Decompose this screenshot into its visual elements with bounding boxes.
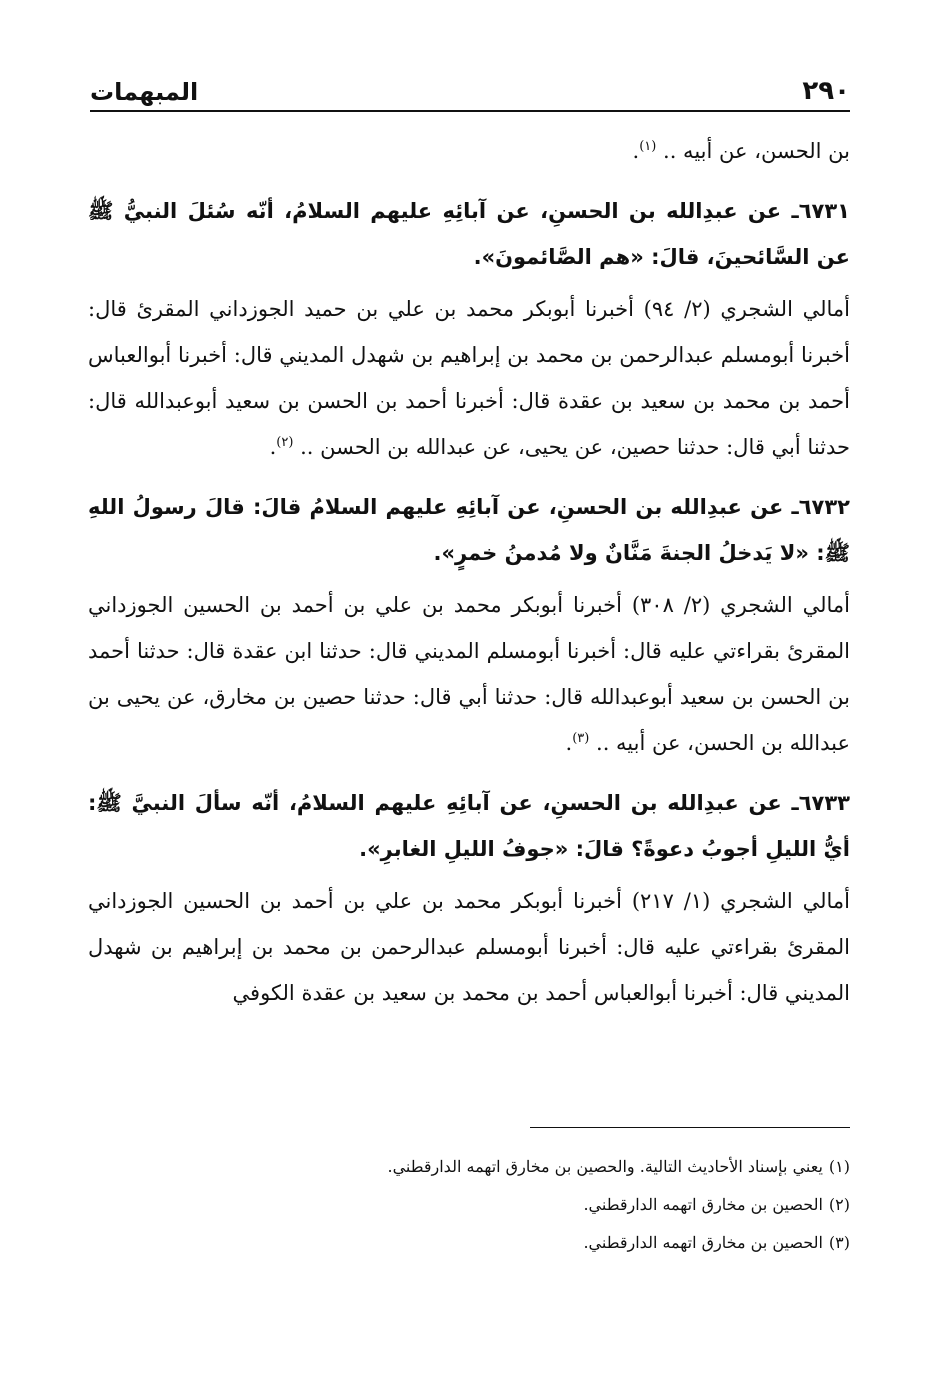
- running-title: المبهمات: [90, 78, 199, 106]
- footnote-text: يعني بإسناد الأحاديث التالية. والحصين بن مخارق اتهمه الدارقطني.: [387, 1157, 823, 1176]
- footnote-text: الحصين بن مخارق اتهمه الدارقطني.: [583, 1195, 823, 1214]
- main-text: [88, 128, 850, 1024]
- footnote-number: (٢): [828, 1195, 850, 1214]
- footnote-1: [90, 1148, 850, 1186]
- source-6731-end: .: [269, 435, 277, 459]
- source-6732-text: أمالي الشجري (٢/ ٣٠٨) أخبرنا أبوبكر محمد بن علي بن أحمد بن الحسين الجوزداني المقرئ بقراءتي عليه قال: أخبرنا أبومسلم المديني قال: حدثنا ابن عقدة قال: حدثنا أحمد بن الحسن بن سعيد أبوعبدالله قال: حدثنا أبي قال: حدثنا حصين بن مخارق، عن يحيى بن عبدالله بن الحسن، عن أبيه ..: [88, 593, 850, 755]
- page-header: [90, 66, 850, 106]
- header-rule: [90, 110, 850, 112]
- source-6731: [88, 286, 850, 470]
- footnote-rule: [530, 1127, 850, 1128]
- hadith-6732: ٦٧٣٢ـ عن عبدِالله بن الحسنِ، عن آبائِهِ عليهم السلامُ قالَ: قالَ رسولُ اللهِ ﷺ: «لا يَدخلُ الجنةَ مَنَّانٌ ولا مُدمنُ خمرٍ».: [88, 495, 850, 565]
- footnote-ref-1: (١): [639, 139, 657, 154]
- footnotes: [90, 1148, 850, 1262]
- footnote-ref-3: (٣): [572, 731, 590, 746]
- source-6732: [88, 582, 850, 766]
- page-number: ٢٩٠: [802, 76, 850, 106]
- source-6732-end: .: [565, 731, 573, 755]
- footnote-number: (١): [828, 1157, 850, 1176]
- opening-paragraph: [88, 128, 850, 174]
- opening-text: بن الحسن، عن أبيه ..: [656, 139, 850, 163]
- footnote-3: [90, 1224, 850, 1262]
- hadith-6733: ٦٧٣٣ـ عن عبدِالله بن الحسنِ، عن آبائِهِ عليهم السلامُ، أنّه سألَ النبيَّ ﷺ: أيُّ الليلِ أجوبُ دعوةً؟ قالَ: «جوفُ الليلِ الغابرِ».: [88, 791, 850, 861]
- footnote-text: الحصين بن مخارق اتهمه الدارقطني.: [583, 1233, 823, 1252]
- opening-end: .: [632, 139, 640, 163]
- hadith-6731: ٦٧٣١ـ عن عبدِالله بن الحسنِ، عن آبائِهِ عليهم السلامُ، أنّه سُئلَ النبيُّ ﷺ عن السَّائحينَ، قالَ: «هم الصَّائمونَ».: [88, 199, 850, 269]
- footnote-2: [90, 1186, 850, 1224]
- source-6731-text: أمالي الشجري (٢/ ٩٤) أخبرنا أبوبكر محمد بن علي بن حميد الجوزداني المقرئ قال: أخبرنا أبومسلم عبدالرحمن بن محمد بن إبراهيم بن شهدل المديني قال: أخبرنا أبوالعباس أحمد بن محمد بن سعيد بن عقدة قال: أخبرنا أحمد بن الحسن بن سعيد أبوعبدالله قال: حدثنا أبي قال: حدثنا حصين، عن يحيى، عن عبدالله بن الحسن ..: [88, 297, 850, 459]
- source-6733: أمالي الشجري (١/ ٢١٧) أخبرنا أبوبكر محمد بن علي بن أحمد بن الحسين الجوزداني المقرئ بقراءتي عليه قال: أخبرنا أبومسلم عبدالرحمن بن محمد بن إبراهيم بن شهدل المديني قال: أخبرنا أبوالعباس أحمد بن محمد بن سعيد بن عقدة الكوفي: [88, 889, 850, 1005]
- footnote-ref-2: (٢): [276, 435, 294, 450]
- footnote-number: (٣): [828, 1233, 850, 1252]
